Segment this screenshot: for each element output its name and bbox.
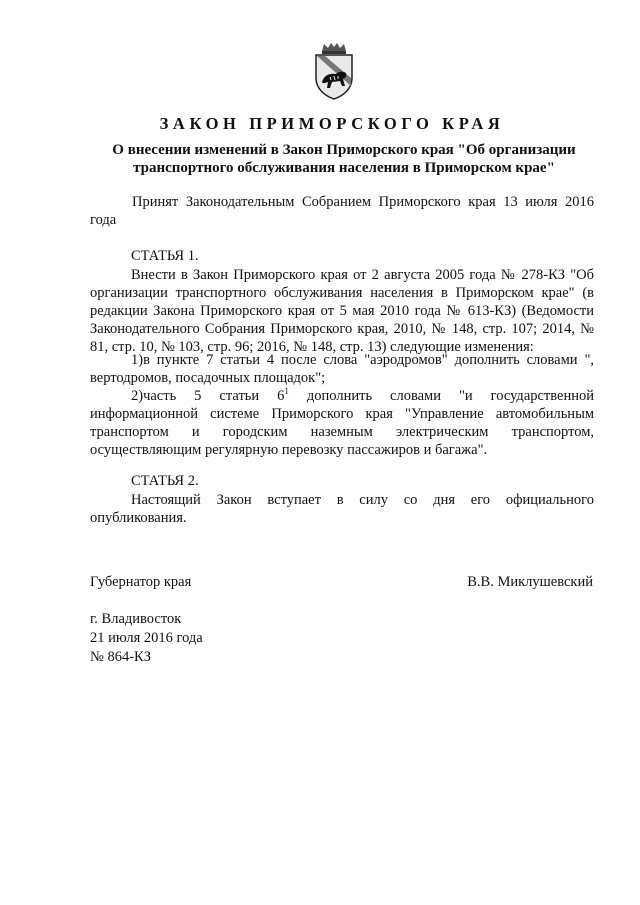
law-subject-line-2: транспортного обслуживания населения в Приморском крае" — [133, 160, 555, 176]
signatory-name: В.В. Миклушевский — [467, 574, 593, 590]
signing-date: 21 июля 2016 года — [90, 630, 203, 646]
law-number: № 864-КЗ — [90, 649, 151, 665]
article-1-item-2-text: дополнить словами "и государственной информационной системе Приморского края "Управление автомобильным транспортом и городским наземным электрическим транспортом, осуществляющим регулярную перевозку пассажиров и багажа". — [90, 388, 594, 458]
signature-block — [90, 573, 593, 591]
article-1-item-2 — [90, 387, 594, 459]
law-subject — [96, 141, 592, 177]
signatory-position: Губернатор края — [90, 574, 192, 590]
article-2-heading: СТАТЬЯ 2. — [131, 473, 199, 489]
article-1-item-2-lead: 2)часть 5 статьи 6 — [131, 388, 285, 404]
article-2-text: Настоящий Закон вступает в силу со дня его официального опубликования. — [90, 492, 594, 526]
law-title: ЗАКОН ПРИМОРСКОГО КРАЯ — [159, 114, 505, 133]
article-1-item-1: 1)в пункте 7 статьи 4 после слова "аэродромов" дополнить словами ", вертодромов, посадочных площадок"; — [90, 352, 594, 386]
signing-city: г. Владивосток — [90, 611, 182, 627]
article-1-item-2-superscript: 1 — [284, 386, 289, 396]
law-subject-line-1: О внесении изменений в Закон Приморского края "Об организации — [112, 142, 576, 158]
adoption-statement: Принят Законодательным Собранием Приморского края 13 июля 2016 года — [90, 194, 594, 228]
place-date-block — [90, 610, 390, 667]
primorsky-krai-coat-of-arms-icon — [312, 42, 356, 100]
article-1-intro: Внести в Закон Приморского края от 2 августа 2005 года № 278-КЗ "Об организации транспортного обслуживания населения в Приморском крае" (в редакции Закона Приморского края от 5 мая 2010 года № 613-КЗ) (Ведомости Законодательного Собрания Приморского края, 2010, № 148, стр. 107; 2014, № 81, стр. 10, № 103, стр. 96; 2016, № 148, стр. 13) следующие изменения: — [90, 267, 594, 355]
article-1-heading: СТАТЬЯ 1. — [131, 248, 199, 264]
